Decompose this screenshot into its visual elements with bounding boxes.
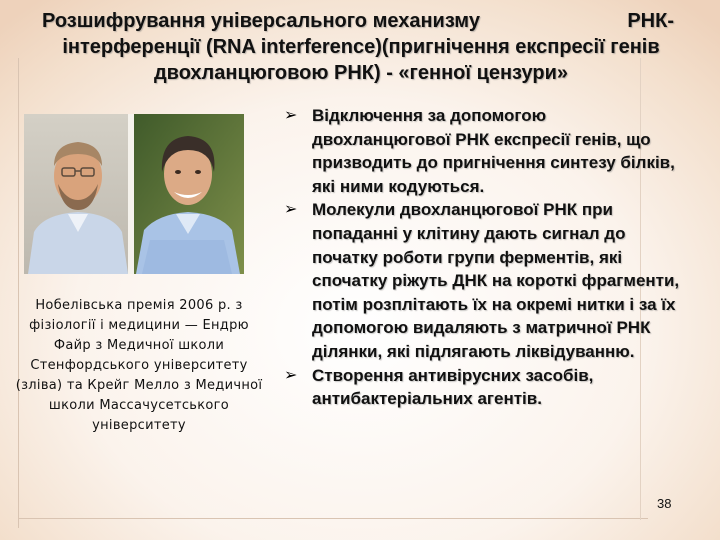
bullet-text: Молекули двохланцюгової РНК при попаданні у клітину дають сигнал до початку роботи групи ферментів, які спочатку ріжуть ДНК на короткі фрагменти, потім розплітають їх на окремі нитки і за їх допомогою видаляють з матричної РНК ділянки, які підлягають ліквідуванню. — [312, 200, 680, 361]
laureates-photo-illustration — [24, 114, 244, 274]
page-number: 38 — [657, 496, 672, 511]
bullet-text: Створення антивірусних засобів, антибактеріальних агентів. — [312, 365, 594, 409]
title-line-2: інтерференції (RNA interference)(пригнічення експресії генів — [62, 36, 660, 58]
nobel-laureates-photo — [24, 114, 244, 274]
frame-line-bottom — [18, 518, 648, 519]
bullet-list — [284, 104, 684, 411]
frame-line-left — [18, 58, 19, 528]
bullet-item — [284, 198, 684, 363]
arrow-bullet-icon: ➢ — [284, 201, 298, 219]
bullet-text: Відключення за допомогою двохланцюгової РНК експресії генів, що призводить до пригнічення синтезу білків, які ними кодуються. — [312, 106, 675, 196]
title-line-3: двохланцюговою РНК) - «генної цензури» — [153, 62, 568, 84]
slide-title — [30, 8, 692, 86]
title-line-1 — [30, 8, 692, 34]
arrow-bullet-icon: ➢ — [284, 366, 298, 384]
bullet-item — [284, 104, 684, 198]
title-line-1-right: РНК- — [627, 10, 674, 32]
photo-caption: Нобелівська премія 2006 р. з фізіології і медицини — Ендрю Файр з Медичної школи Стенфордського університету (зліва) та Крейг Мелло з Медичної школи Массачусетського університету — [15, 298, 263, 433]
arrow-bullet-icon: ➢ — [284, 107, 298, 124]
bullet-item — [284, 364, 684, 411]
title-line-1-left: Розшифрування універсального механизму — [42, 10, 480, 32]
